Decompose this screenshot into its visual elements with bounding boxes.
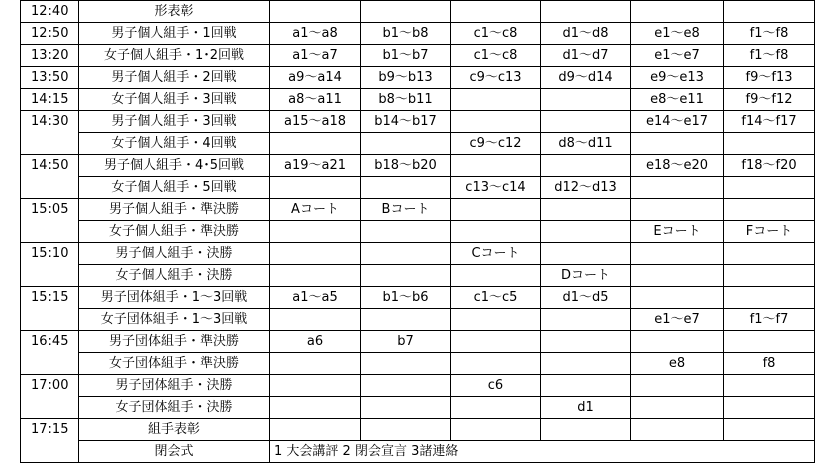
court-f-cell bbox=[724, 243, 815, 265]
court-e-cell bbox=[631, 133, 724, 155]
time-cell: 13:50 bbox=[21, 67, 79, 89]
court-a-cell bbox=[270, 419, 361, 441]
court-c-cell bbox=[451, 155, 541, 177]
court-c-cell bbox=[451, 199, 541, 221]
event-cell: 男子団体組手・1～3回戦 bbox=[79, 287, 270, 309]
schedule-row bbox=[21, 177, 815, 199]
court-a-cell: a19～a21 bbox=[270, 155, 361, 177]
event-cell: 組手表彰 bbox=[79, 419, 270, 441]
court-c-cell bbox=[451, 309, 541, 331]
schedule-row bbox=[21, 155, 815, 177]
court-e-cell: Eコート bbox=[631, 221, 724, 243]
schedule-body bbox=[21, 1, 815, 441]
event-cell: 女子個人組手・準決勝 bbox=[79, 221, 270, 243]
time-cell: 13:20 bbox=[21, 45, 79, 67]
court-e-cell bbox=[631, 331, 724, 353]
court-c-cell bbox=[451, 111, 541, 133]
court-d-cell: d1～d8 bbox=[541, 23, 631, 45]
court-c-cell: c13～c14 bbox=[451, 177, 541, 199]
closing-row bbox=[21, 441, 815, 463]
court-a-cell: a15～a18 bbox=[270, 111, 361, 133]
court-a-cell: a1～a7 bbox=[270, 45, 361, 67]
schedule-row bbox=[21, 199, 815, 221]
court-c-cell: c1～c8 bbox=[451, 45, 541, 67]
event-cell: 男子団体組手・決勝 bbox=[79, 375, 270, 397]
schedule-table bbox=[20, 0, 815, 463]
court-b-cell: b9～b13 bbox=[361, 67, 451, 89]
event-cell: 女子個人組手・決勝 bbox=[79, 265, 270, 287]
court-c-cell bbox=[451, 331, 541, 353]
time-cell: 14:15 bbox=[21, 89, 79, 111]
court-a-cell: a8～a11 bbox=[270, 89, 361, 111]
court-f-cell: Fコート bbox=[724, 221, 815, 243]
schedule-row bbox=[21, 133, 815, 155]
event-cell: 女子個人組手・3回戦 bbox=[79, 89, 270, 111]
court-f-cell bbox=[724, 177, 815, 199]
court-e-cell: e1～e7 bbox=[631, 309, 724, 331]
court-f-cell: f18～f20 bbox=[724, 155, 815, 177]
court-a-cell bbox=[270, 177, 361, 199]
court-e-cell: e8～e11 bbox=[631, 89, 724, 111]
court-d-cell bbox=[541, 353, 631, 375]
schedule-row bbox=[21, 243, 815, 265]
event-cell: 女子個人組手・5回戦 bbox=[79, 177, 270, 199]
schedule-row bbox=[21, 287, 815, 309]
court-f-cell bbox=[724, 419, 815, 441]
court-b-cell bbox=[361, 375, 451, 397]
time-cell: 14:30 bbox=[21, 111, 79, 133]
court-e-cell bbox=[631, 199, 724, 221]
event-cell: 男子個人組手・2回戦 bbox=[79, 67, 270, 89]
court-f-cell: f1～f8 bbox=[724, 45, 815, 67]
court-c-cell: c9～c13 bbox=[451, 67, 541, 89]
court-e-cell: e18～e20 bbox=[631, 155, 724, 177]
schedule-row bbox=[21, 45, 815, 67]
time-cell bbox=[21, 353, 79, 375]
court-b-cell: b8～b11 bbox=[361, 89, 451, 111]
court-d-cell bbox=[541, 309, 631, 331]
court-e-cell bbox=[631, 1, 724, 23]
court-e-cell: e14～e17 bbox=[631, 111, 724, 133]
court-d-cell: d9～d14 bbox=[541, 67, 631, 89]
schedule-row bbox=[21, 111, 815, 133]
court-d-cell: d1 bbox=[541, 397, 631, 419]
court-b-cell bbox=[361, 177, 451, 199]
court-c-cell bbox=[451, 1, 541, 23]
time-cell: 17:00 bbox=[21, 375, 79, 397]
court-f-cell: f1～f7 bbox=[724, 309, 815, 331]
event-cell: 女子団体組手・決勝 bbox=[79, 397, 270, 419]
court-d-cell: d1～d7 bbox=[541, 45, 631, 67]
court-d-cell: Dコート bbox=[541, 265, 631, 287]
schedule-row bbox=[21, 221, 815, 243]
court-f-cell: f14～f17 bbox=[724, 111, 815, 133]
court-a-cell bbox=[270, 309, 361, 331]
schedule-row bbox=[21, 331, 815, 353]
court-a-cell: a9～a14 bbox=[270, 67, 361, 89]
event-cell: 女子個人組手・4回戦 bbox=[79, 133, 270, 155]
court-b-cell bbox=[361, 1, 451, 23]
court-a-cell: Aコート bbox=[270, 199, 361, 221]
time-cell: 15:10 bbox=[21, 243, 79, 265]
court-b-cell: b1～b7 bbox=[361, 45, 451, 67]
court-e-cell: e8 bbox=[631, 353, 724, 375]
court-b-cell bbox=[361, 243, 451, 265]
court-d-cell bbox=[541, 155, 631, 177]
event-cell: 男子個人組手・4･5回戦 bbox=[79, 155, 270, 177]
event-cell: 男子個人組手・準決勝 bbox=[79, 199, 270, 221]
court-e-cell bbox=[631, 177, 724, 199]
event-cell: 男子個人組手・決勝 bbox=[79, 243, 270, 265]
court-e-cell bbox=[631, 397, 724, 419]
schedule-row bbox=[21, 397, 815, 419]
time-cell: 12:40 bbox=[21, 1, 79, 23]
court-c-cell: c6 bbox=[451, 375, 541, 397]
time-cell: 12:50 bbox=[21, 23, 79, 45]
court-e-cell bbox=[631, 419, 724, 441]
time-cell bbox=[21, 177, 79, 199]
court-f-cell bbox=[724, 331, 815, 353]
court-d-cell bbox=[541, 1, 631, 23]
court-c-cell bbox=[451, 397, 541, 419]
court-d-cell: d8～d11 bbox=[541, 133, 631, 155]
closing-time-cell bbox=[21, 441, 79, 463]
court-e-cell bbox=[631, 287, 724, 309]
time-cell bbox=[21, 133, 79, 155]
event-cell: 男子個人組手・1回戦 bbox=[79, 23, 270, 45]
court-d-cell bbox=[541, 199, 631, 221]
schedule-row bbox=[21, 353, 815, 375]
court-c-cell bbox=[451, 353, 541, 375]
court-f-cell: f9～f12 bbox=[724, 89, 815, 111]
schedule-row bbox=[21, 375, 815, 397]
schedule-row bbox=[21, 23, 815, 45]
court-a-cell bbox=[270, 1, 361, 23]
court-d-cell bbox=[541, 375, 631, 397]
closing-note-cell: 1 大会講評 2 閉会宣言 3諸連絡 bbox=[270, 441, 815, 463]
event-cell: 形表彰 bbox=[79, 1, 270, 23]
court-c-cell: c1～c5 bbox=[451, 287, 541, 309]
court-f-cell: f9～f13 bbox=[724, 67, 815, 89]
court-c-cell: Cコート bbox=[451, 243, 541, 265]
court-b-cell: b1～b6 bbox=[361, 287, 451, 309]
court-b-cell: b18～b20 bbox=[361, 155, 451, 177]
court-a-cell bbox=[270, 133, 361, 155]
time-cell bbox=[21, 221, 79, 243]
court-c-cell bbox=[451, 221, 541, 243]
court-d-cell: d12～d13 bbox=[541, 177, 631, 199]
court-a-cell: a1～a8 bbox=[270, 23, 361, 45]
schedule-row bbox=[21, 89, 815, 111]
court-d-cell bbox=[541, 111, 631, 133]
court-b-cell bbox=[361, 397, 451, 419]
court-a-cell: a6 bbox=[270, 331, 361, 353]
court-e-cell: e1～e7 bbox=[631, 45, 724, 67]
court-f-cell bbox=[724, 133, 815, 155]
time-cell bbox=[21, 397, 79, 419]
court-c-cell: c1～c8 bbox=[451, 23, 541, 45]
court-b-cell: Bコート bbox=[361, 199, 451, 221]
court-b-cell bbox=[361, 419, 451, 441]
closing-section bbox=[21, 441, 815, 463]
time-cell: 14:50 bbox=[21, 155, 79, 177]
court-c-cell bbox=[451, 419, 541, 441]
court-f-cell: f8 bbox=[724, 353, 815, 375]
schedule-row bbox=[21, 419, 815, 441]
court-f-cell bbox=[724, 265, 815, 287]
time-cell: 17:15 bbox=[21, 419, 79, 441]
court-d-cell bbox=[541, 89, 631, 111]
court-b-cell bbox=[361, 265, 451, 287]
court-a-cell bbox=[270, 397, 361, 419]
court-e-cell bbox=[631, 243, 724, 265]
court-e-cell bbox=[631, 375, 724, 397]
court-e-cell: e9～e13 bbox=[631, 67, 724, 89]
court-b-cell bbox=[361, 133, 451, 155]
time-cell: 15:15 bbox=[21, 287, 79, 309]
event-cell: 女子団体組手・1～3回戦 bbox=[79, 309, 270, 331]
time-cell bbox=[21, 309, 79, 331]
schedule-row bbox=[21, 309, 815, 331]
court-c-cell bbox=[451, 89, 541, 111]
court-b-cell: b1～b8 bbox=[361, 23, 451, 45]
court-a-cell bbox=[270, 375, 361, 397]
court-a-cell bbox=[270, 353, 361, 375]
court-a-cell bbox=[270, 265, 361, 287]
court-b-cell bbox=[361, 309, 451, 331]
event-cell: 女子団体組手・準決勝 bbox=[79, 353, 270, 375]
court-d-cell bbox=[541, 419, 631, 441]
court-b-cell: b7 bbox=[361, 331, 451, 353]
court-d-cell bbox=[541, 221, 631, 243]
court-a-cell: a1～a5 bbox=[270, 287, 361, 309]
court-b-cell bbox=[361, 353, 451, 375]
court-f-cell bbox=[724, 199, 815, 221]
schedule-row bbox=[21, 1, 815, 23]
closing-event-cell: 閉会式 bbox=[79, 441, 270, 463]
schedule-row bbox=[21, 265, 815, 287]
court-a-cell bbox=[270, 221, 361, 243]
court-f-cell: f1～f8 bbox=[724, 23, 815, 45]
court-f-cell bbox=[724, 287, 815, 309]
schedule-row bbox=[21, 67, 815, 89]
event-cell: 男子団体組手・準決勝 bbox=[79, 331, 270, 353]
court-d-cell bbox=[541, 243, 631, 265]
court-f-cell bbox=[724, 375, 815, 397]
court-d-cell: d1～d5 bbox=[541, 287, 631, 309]
time-cell bbox=[21, 265, 79, 287]
event-cell: 女子個人組手・1･2回戦 bbox=[79, 45, 270, 67]
court-c-cell: c9～c12 bbox=[451, 133, 541, 155]
court-f-cell bbox=[724, 397, 815, 419]
event-cell: 男子個人組手・3回戦 bbox=[79, 111, 270, 133]
court-e-cell bbox=[631, 265, 724, 287]
time-cell: 16:45 bbox=[21, 331, 79, 353]
court-e-cell: e1～e8 bbox=[631, 23, 724, 45]
time-cell: 15:05 bbox=[21, 199, 79, 221]
court-b-cell bbox=[361, 221, 451, 243]
court-a-cell bbox=[270, 243, 361, 265]
court-d-cell bbox=[541, 331, 631, 353]
court-f-cell bbox=[724, 1, 815, 23]
court-c-cell bbox=[451, 265, 541, 287]
court-b-cell: b14～b17 bbox=[361, 111, 451, 133]
